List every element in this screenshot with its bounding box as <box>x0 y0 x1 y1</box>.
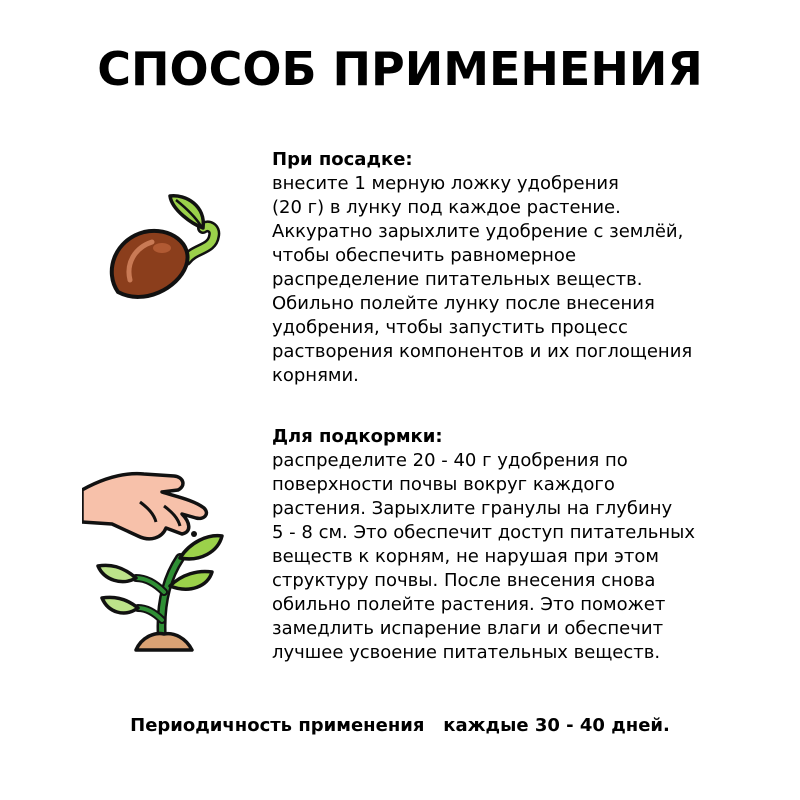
planting-line: растворения компонентов и их поглощения <box>272 341 693 362</box>
feeding-instructions <box>272 425 792 665</box>
frequency-value: каждые 30 - 40 дней. <box>443 715 670 736</box>
planting-line: (20 г) в лунку под каждое растение. <box>272 197 621 218</box>
feeding-line: структуру почвы. После внесения снова <box>272 570 656 591</box>
feeding-line: поверхности почвы вокруг каждого <box>272 474 615 495</box>
feeding-line: распределите 20 - 40 г удобрения по <box>272 450 628 471</box>
planting-line: Аккуратно зарыхлите удобрение с землёй, <box>272 221 684 242</box>
frequency-label: Периодичность применения <box>130 715 425 736</box>
planting-line: Обильно полейте лунку после внесения <box>272 293 655 314</box>
feeding-line: 5 - 8 см. Это обеспечит доступ питательных <box>272 522 696 543</box>
feeding-line: лучшее усвоение питательных веществ. <box>272 642 661 663</box>
feeding-line: растения. Зарыхлите гранулы на глубину <box>272 498 673 519</box>
hand-sprinkling-plant-icon <box>82 462 227 657</box>
feeding-line: замедлить испарение влаги и обеспечит <box>272 618 664 639</box>
planting-line: корнями. <box>272 365 359 386</box>
feeding-line: обильно полейте растения. Это поможет <box>272 594 666 615</box>
planting-heading: При посадке: <box>272 149 413 170</box>
planting-line: удобрения, чтобы запустить процесс <box>272 317 628 338</box>
planting-instructions <box>272 148 792 388</box>
feeding-line: веществ к корням, не нарушая при этом <box>272 546 660 567</box>
page-title: СПОСОБ ПРИМЕНЕНИЯ <box>97 42 703 96</box>
seed-sprout-icon <box>100 188 230 313</box>
planting-line: чтобы обеспечить равномерное <box>272 245 577 266</box>
planting-line: внесите 1 мерную ложку удобрения <box>272 173 619 194</box>
frequency-spacer <box>431 715 437 736</box>
planting-line: распределение питательных веществ. <box>272 269 643 290</box>
feeding-heading: Для подкормки: <box>272 426 443 447</box>
application-frequency <box>0 715 800 736</box>
